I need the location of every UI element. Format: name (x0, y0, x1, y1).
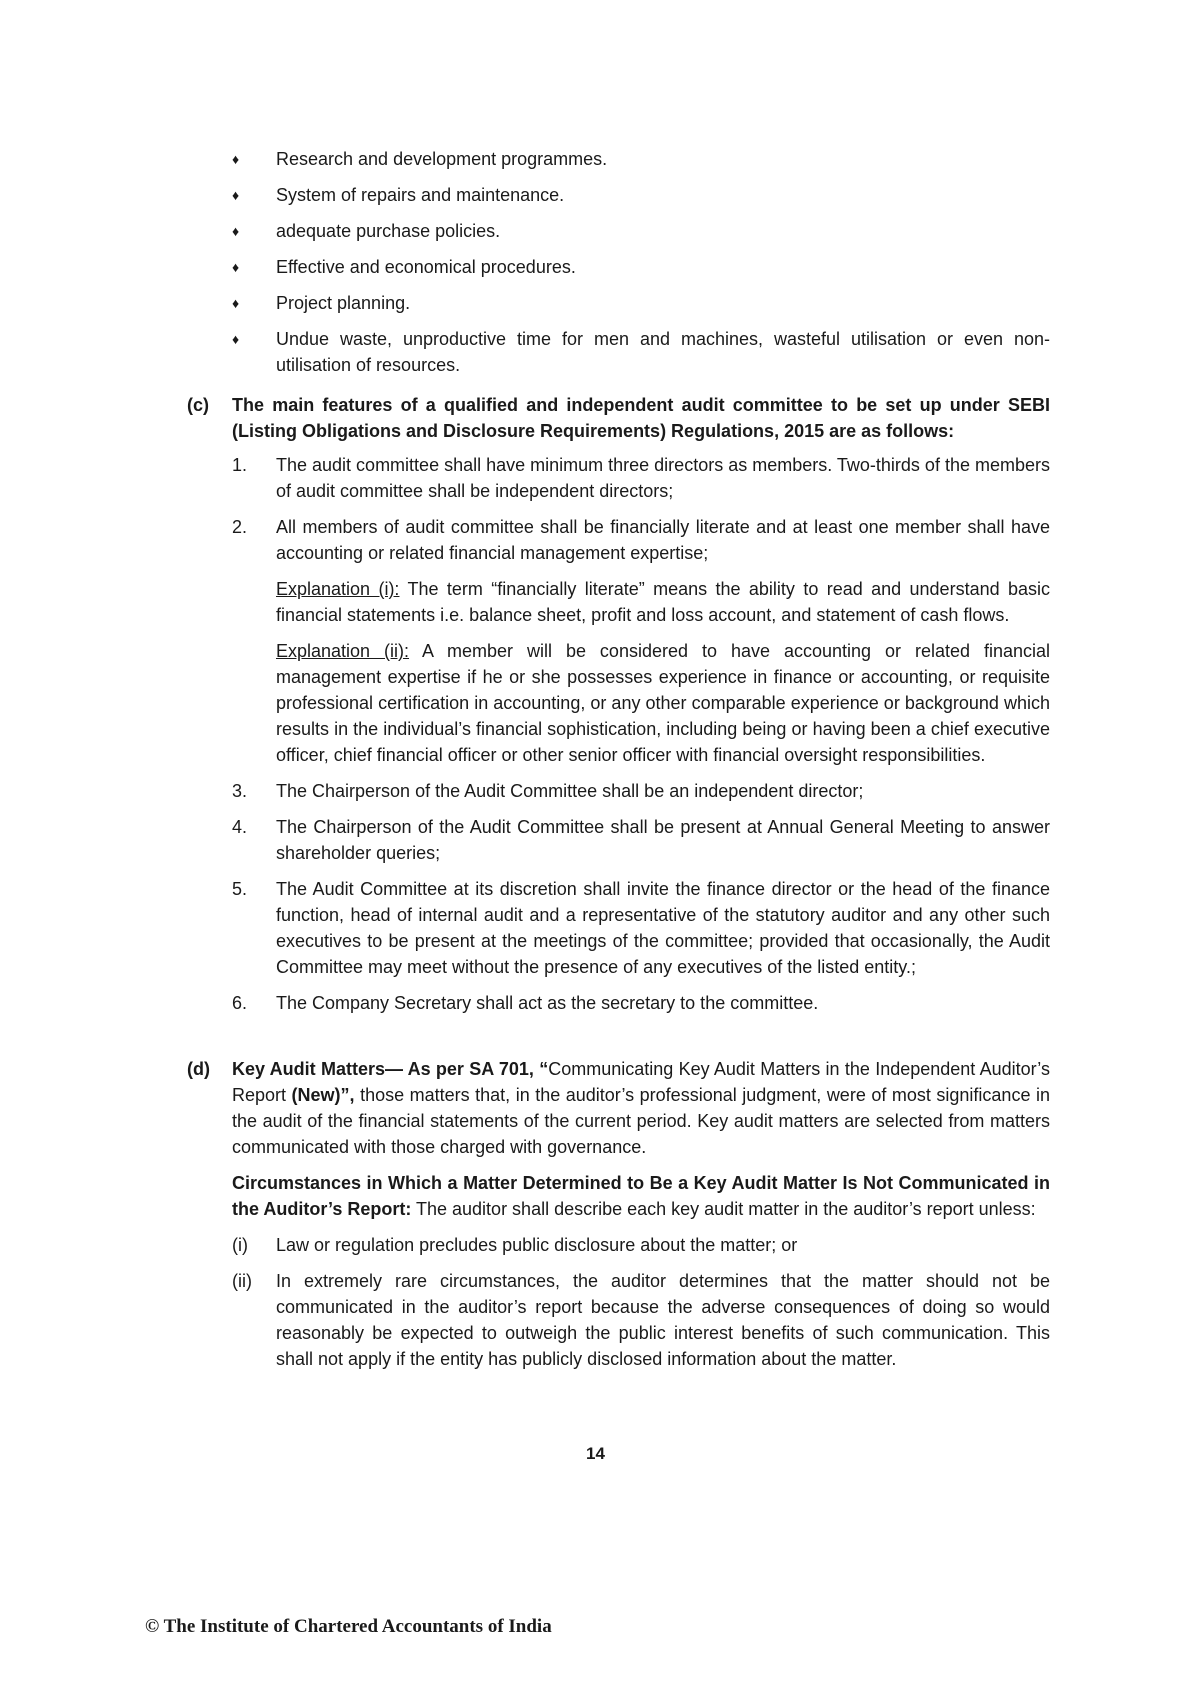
numbered-list (232, 452, 1050, 566)
list-item: ♦ adequate purchase policies. (232, 218, 1050, 244)
section-heading (187, 1056, 1050, 1160)
diamond-bullet-icon: ♦ (232, 331, 240, 347)
diamond-bullet-icon: ♦ (232, 223, 240, 239)
explanation-1: Explanation (i): The term “financially literate” means the ability to read and understand basic financial statements i.e. balance sheet, profit and loss account, and statement of cash flows. (276, 579, 1050, 625)
list-item: ♦ Research and development programmes. (232, 146, 1050, 172)
list-item: 2. All members of audit committee shall be financially literate and at least one member shall have accounting or related financial management expertise; (232, 517, 1050, 563)
diamond-bullet-icon: ♦ (232, 259, 240, 275)
list-item: (i) Law or regulation precludes public disclosure about the matter; or (232, 1235, 798, 1255)
page-number: 14 (586, 1444, 605, 1463)
list-item: ♦ System of repairs and maintenance. (232, 182, 1050, 208)
numbered-list (232, 778, 1050, 1016)
list-item: ♦ Effective and economical procedures. (232, 254, 1050, 280)
bullet-list (232, 146, 1050, 388)
list-item: ♦ Project planning. (232, 290, 1050, 316)
diamond-bullet-icon: ♦ (232, 151, 240, 167)
list-item: 1. The audit committee shall have minimum three directors as members. Two-thirds of the members of audit committee shall be independent directors; (232, 455, 1050, 501)
section-c (187, 392, 1050, 1026)
section-heading (187, 392, 1050, 444)
section-title: The main features of a qualified and independent audit committee to be set up under SEBI (Listing Obligations and Disclosure Requirements) Regulations, 2015 are as follows: (232, 395, 1050, 441)
list-item: 4. The Chairperson of the Audit Committee shall be present at Annual General Meeting to answer shareholder queries; (232, 817, 1050, 863)
circumstances-paragraph: Circumstances in Which a Matter Determined to Be a Key Audit Matter Is Not Communicated in the Auditor’s Report: The auditor shall describe each key audit matter in the auditor’s report unless: (232, 1173, 1050, 1219)
section-label: (d) (187, 1059, 210, 1079)
list-item: 3. The Chairperson of the Audit Committee shall be an independent director; (232, 781, 864, 801)
section-paragraph: Key Audit Matters— As per SA 701, “Communicating Key Audit Matters in the Independent Auditor’s Report (New)”, those matters that, in the auditor’s professional judgment, were of most significance in the audit of the financial statements of the current period. Key audit matters are selected from matters communicated with those charged with governance. (232, 1059, 1050, 1157)
explanation-2: Explanation (ii): A member will be considered to have accounting or related financial management expertise if he or she possesses experience in finance or accounting, or requisite professional certification in accounting, or any other comparable experience or background which results in the individual’s financial sophistication, including being or having been a chief executive officer, chief financial officer or other senior officer with financial oversight responsibilities. (276, 641, 1050, 765)
roman-list (232, 1232, 1050, 1372)
diamond-bullet-icon: ♦ (232, 187, 240, 203)
list-item: (ii) In extremely rare circumstances, the auditor determines that the matter should not be communicated in the auditor’s report because the adverse consequences of doing so would reasonably be expected to outweigh the public interest benefits of such communication. This shall not apply if the entity has publicly disclosed information about the matter. (232, 1271, 1050, 1369)
list-item: 6. The Company Secretary shall act as the secretary to the committee. (232, 993, 819, 1013)
section-label: (c) (187, 395, 209, 415)
list-item: 5. The Audit Committee at its discretion shall invite the finance director or the head of the finance function, head of internal audit and a representative of the statutory auditor and any other such executives to be present at the meetings of the committee; provided that occasionally, the Audit Committee may meet without the presence of any executives of the listed entity.; (232, 879, 1050, 977)
section-d (187, 1056, 1050, 1382)
diamond-bullet-icon: ♦ (232, 295, 240, 311)
list-item: ♦ Undue waste, unproductive time for men and machines, wasteful utilisation or even non-utilisation of resources. (232, 326, 1050, 378)
footer-copyright: © The Institute of Chartered Accountants of India (145, 1616, 552, 1637)
